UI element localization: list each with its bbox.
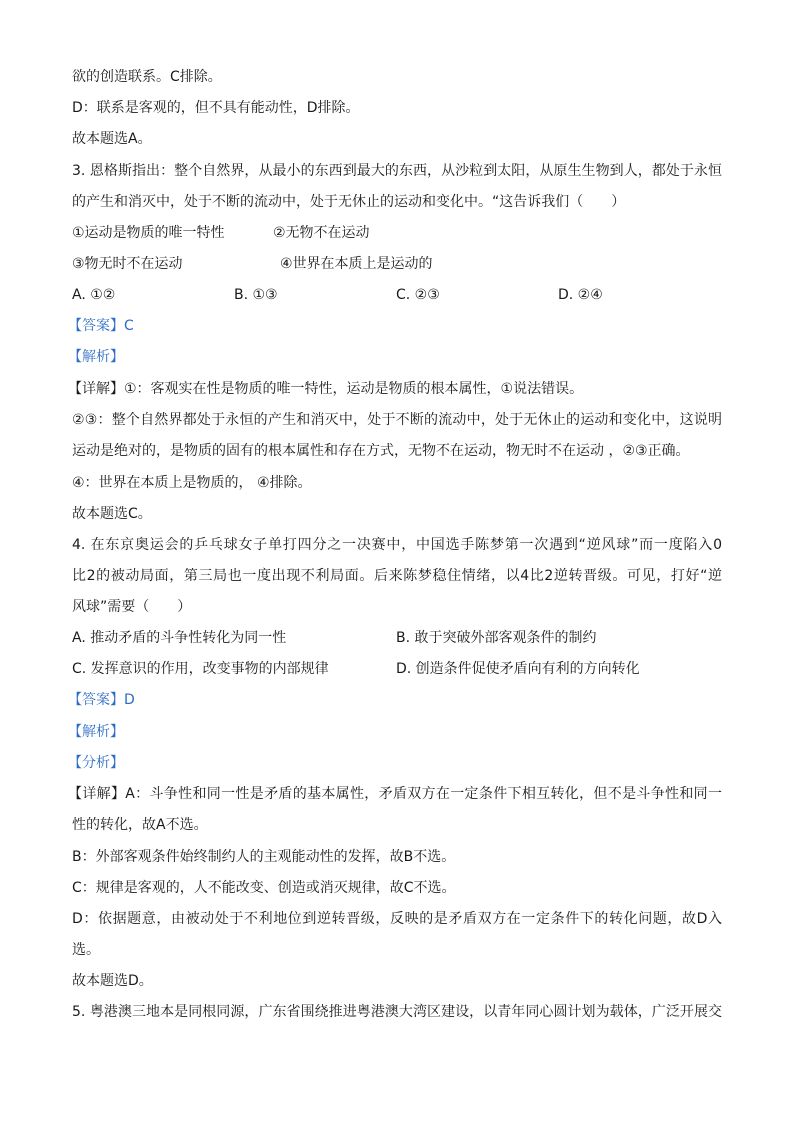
conclusion-line: 故本题选C。 bbox=[72, 506, 152, 522]
question-4-stem: 比2的被动局面，第三局也一度出现不利局面。后来陈梦稳住情绪，以4比2逆转晋级。可见，打好“逆 bbox=[72, 568, 722, 584]
explanation-line: ④：世界在本质上是物质的， ④排除。 bbox=[72, 475, 312, 491]
option-b: B. 敢于突破外部客观条件的制约 bbox=[396, 630, 597, 646]
explanation-line: ②③：整个自然界都处于永恒的产生和消灭中，处于不断的流动中，处于无休止的运动和变化中，这说明 bbox=[72, 412, 722, 428]
explanation-line: B：外部客观条件始终制约人的主观能动性的发挥，故B不选。 bbox=[72, 849, 456, 865]
option-b: B. ①③ bbox=[234, 287, 278, 303]
option-c: C. ②③ bbox=[396, 287, 440, 303]
explanation-line: 【详解】A：斗争性和同一性是矛盾的基本属性，矛盾双方在一定条件下相互转化，但不是斗争性和同一 bbox=[68, 786, 722, 802]
explanation-line: 选。 bbox=[72, 942, 100, 958]
analysis-label: 【分析】 bbox=[68, 755, 124, 771]
statement-4: ④世界在本质上是运动的 bbox=[280, 256, 433, 272]
answer-label: 【答案】C bbox=[68, 318, 134, 334]
question-3-stem: 3. 恩格斯指出：整个自然界，从最小的东西到最大的东西，从沙粒到太阳，从原生生物到人，都处于永恒 bbox=[72, 163, 722, 179]
question-4-stem: 4. 在东京奥运会的乒乓球女子单打四分之一决赛中，中国选手陈梦第一次遇到“逆风球”而一度陷入0 bbox=[72, 537, 722, 553]
option-d: D. 创造条件促使矛盾向有利的方向转化 bbox=[396, 661, 640, 677]
text-line: 故本题选A。 bbox=[72, 131, 152, 147]
option-a: A. 推动矛盾的斗争性转化为同一性 bbox=[72, 630, 287, 646]
conclusion-line: 故本题选D。 bbox=[72, 973, 153, 989]
option-d: D. ②④ bbox=[558, 287, 603, 303]
explanation-line: 性的转化，故A不选。 bbox=[72, 817, 208, 833]
option-a: A. ①② bbox=[72, 287, 116, 303]
statement-3: ③物无时不在运动 bbox=[72, 256, 183, 272]
statement-2: ②无物不在运动 bbox=[273, 225, 370, 241]
statement-1: ①运动是物质的唯一特性 bbox=[72, 225, 225, 241]
explanation-line: D：依据题意，由被动处于不利地位到逆转晋级，反映的是矛盾双方在一定条件下的转化问题，故D入 bbox=[72, 911, 722, 927]
analysis-label: 【解析】 bbox=[68, 349, 124, 365]
question-3-stem: 的产生和消灭中，处于不断的流动中，处于无休止的运动和变化中。“这告诉我们（ ） bbox=[72, 194, 626, 210]
analysis-label: 【解析】 bbox=[68, 724, 124, 740]
explanation-line: 【详解】①：客观实在性是物质的唯一特性，运动是物质的根本属性，①说法错误。 bbox=[68, 381, 584, 397]
explanation-line: C：规律是客观的，人不能改变、创造或消灭规律，故C不选。 bbox=[72, 880, 456, 896]
explanation-line: 运动是绝对的，是物质的固有的根本属性和存在方式，无物不在运动，物无时不在运动 ，②③正确。 bbox=[72, 443, 690, 459]
answer-label: 【答案】D bbox=[68, 692, 135, 708]
question-4-stem: 风球”需要（ ） bbox=[72, 599, 192, 615]
text-line: 欲的创造联系。C排除。 bbox=[72, 69, 222, 85]
question-5-stem: 5. 粤港澳三地本是同根同源，广东省围绕推进粤港澳大湾区建设，以青年同心圆计划为载体，广泛开展交 bbox=[72, 1004, 722, 1020]
option-c: C. 发挥意识的作用，改变事物的内部规律 bbox=[72, 661, 329, 677]
text-line: D：联系是客观的，但不具有能动性，D排除。 bbox=[72, 100, 360, 116]
